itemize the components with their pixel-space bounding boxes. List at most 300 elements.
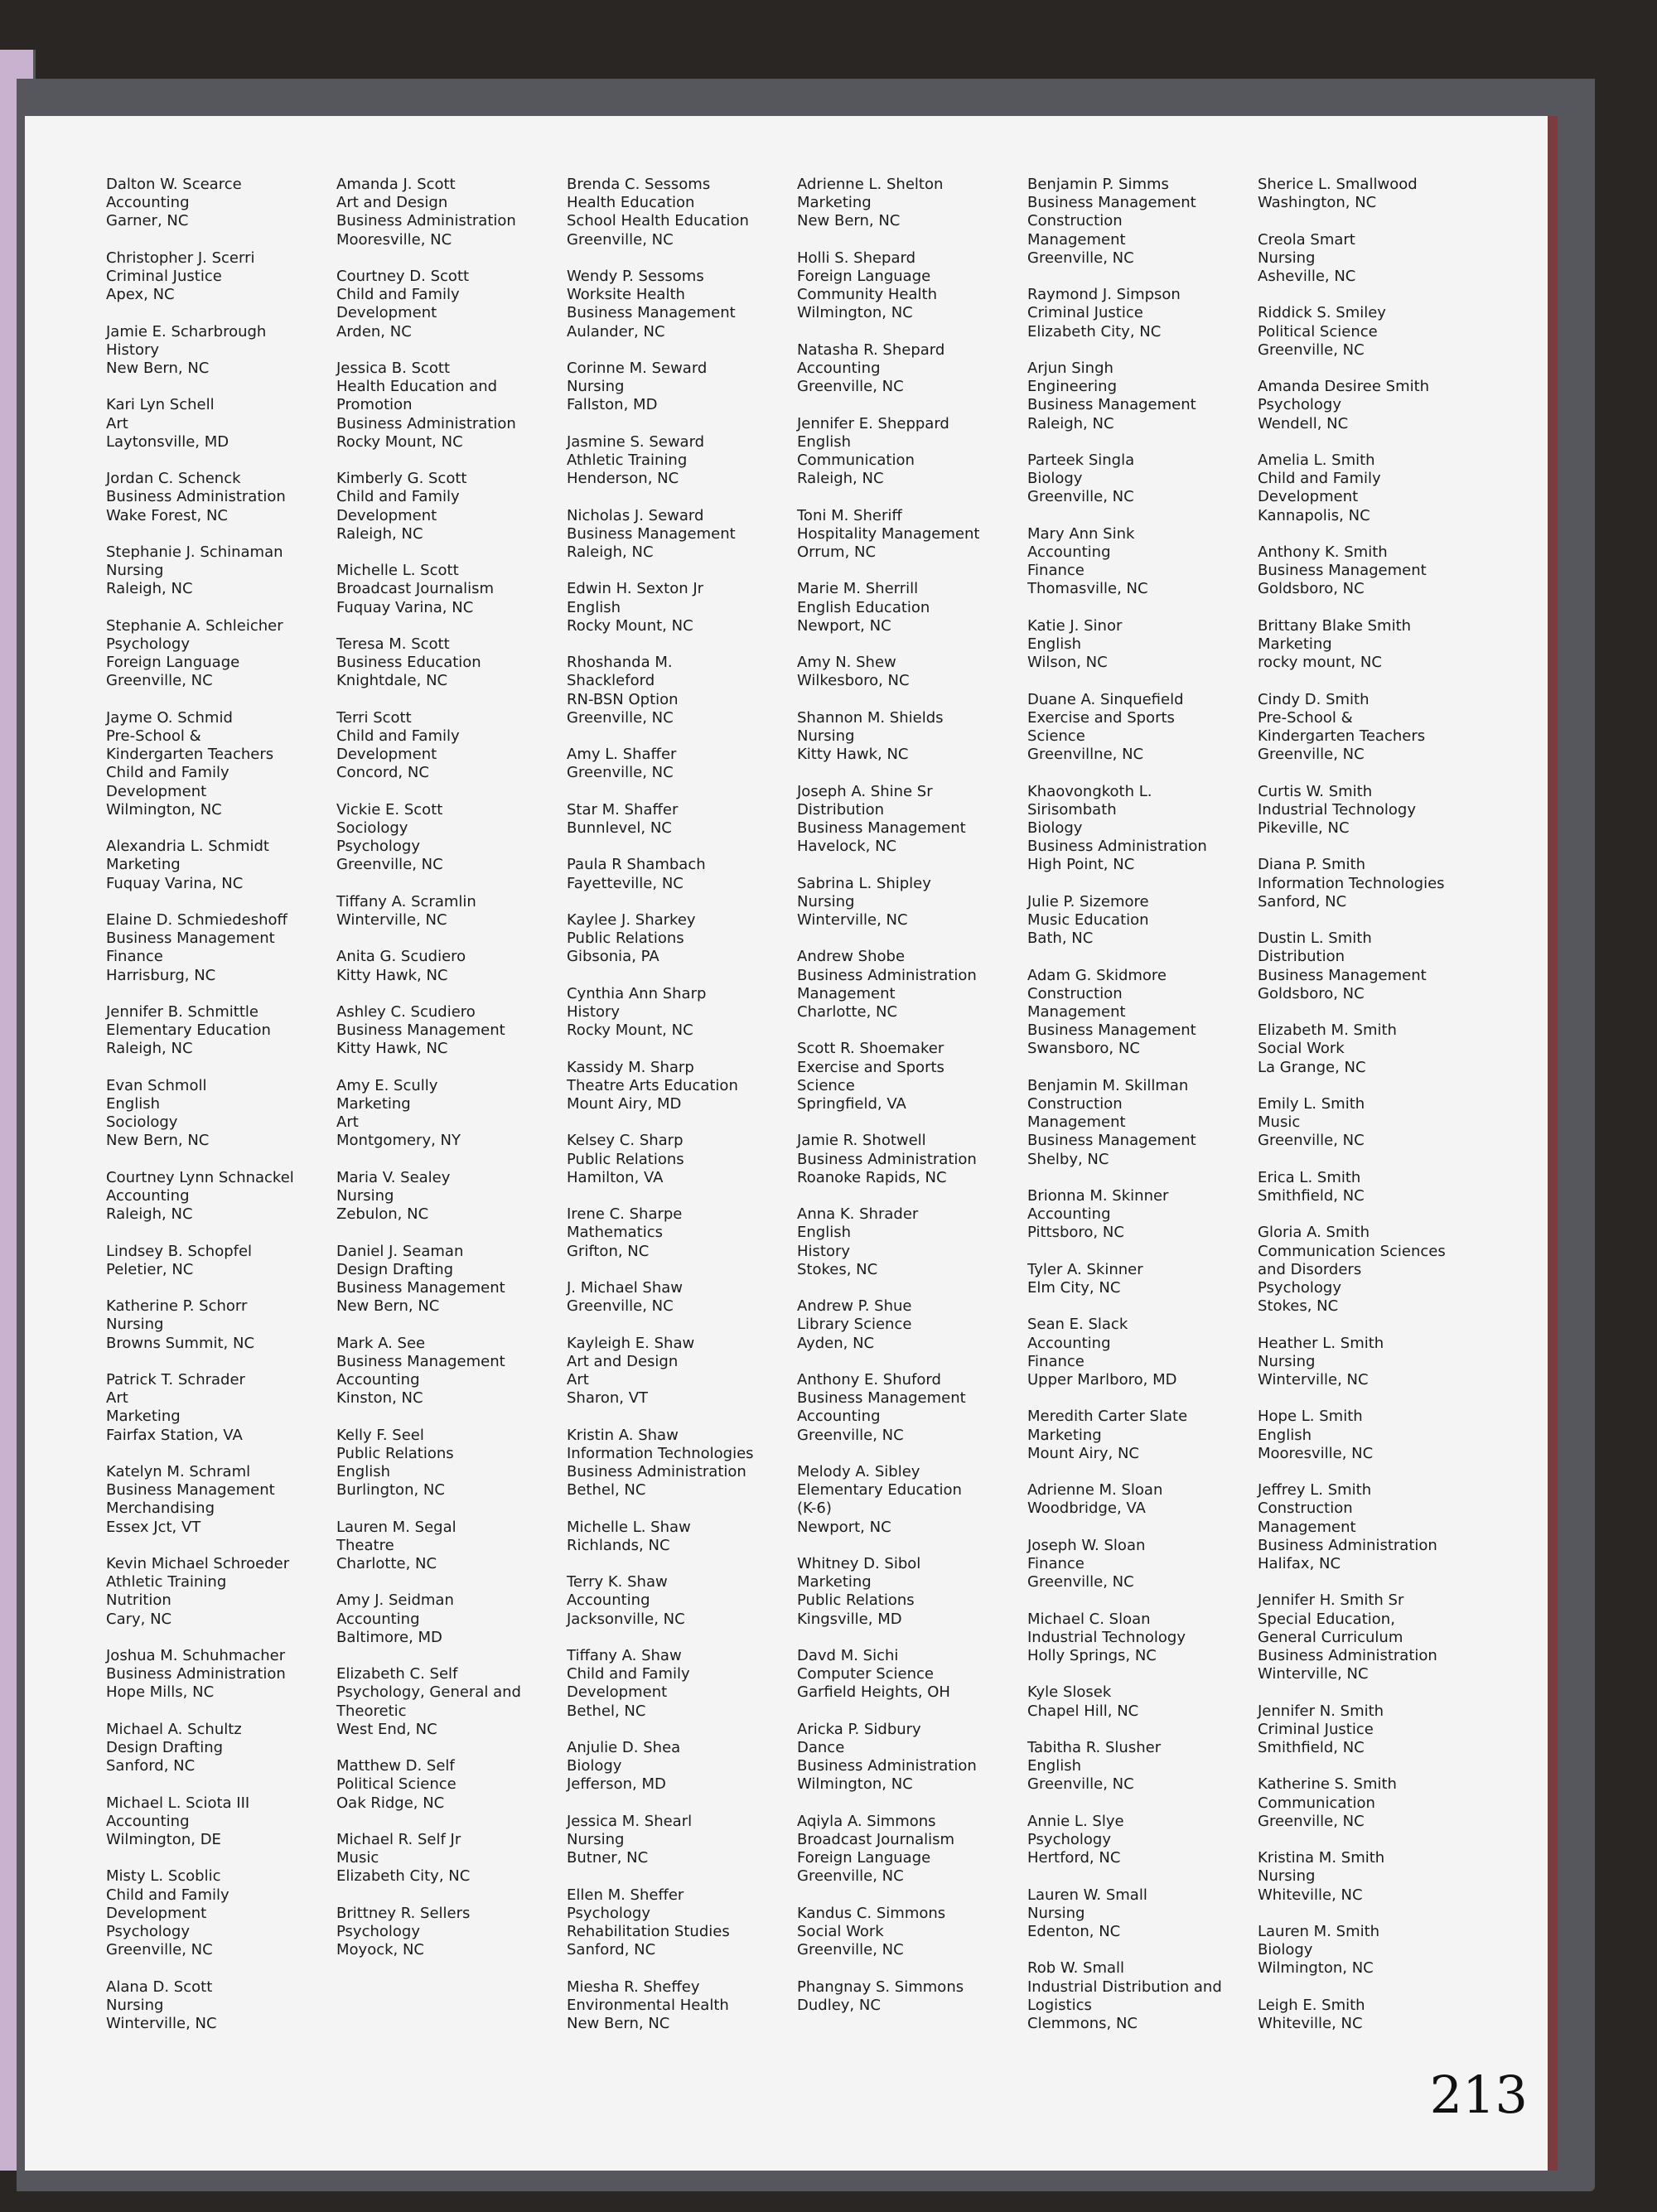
graduate-detail: Psychology bbox=[1258, 396, 1341, 414]
graduate-name: Miesha R. Sheffey bbox=[567, 1978, 700, 1996]
graduate-name: J. Michael Shaw bbox=[567, 1278, 684, 1297]
graduate-name: Joseph W. Sloan bbox=[1027, 1536, 1146, 1554]
graduate-name: Edwin H. Sexton Jr bbox=[567, 580, 704, 598]
graduate-detail: Criminal Justice bbox=[1258, 1720, 1374, 1738]
graduate-detail: Biology bbox=[1027, 470, 1083, 488]
graduate-entry bbox=[336, 1077, 567, 1151]
graduate-detail: Theatre Arts Education bbox=[567, 1076, 738, 1094]
graduate-entry bbox=[797, 1040, 1027, 1113]
graduate-detail: Communication bbox=[1258, 1794, 1375, 1812]
graduate-detail: Kindergarten Teachers bbox=[106, 746, 274, 764]
graduate-name: Paula R Shambach bbox=[567, 856, 706, 874]
graduate-detail: New Bern, NC bbox=[567, 2014, 670, 2032]
graduate-name: Katherine S. Smith bbox=[1258, 1775, 1397, 1794]
graduate-detail: English bbox=[567, 598, 621, 616]
graduate-name: Shannon M. Shields bbox=[797, 708, 944, 727]
graduate-detail: Child and Family bbox=[336, 286, 460, 304]
listing-column bbox=[106, 176, 336, 2051]
graduate-entry bbox=[1258, 1702, 1488, 1758]
graduate-entry bbox=[567, 1647, 797, 1721]
graduate-detail: Upper Marlboro, MD bbox=[1027, 1371, 1177, 1389]
graduate-name: Jasmine S. Seward bbox=[567, 432, 705, 451]
graduate-name: Amy L. Shaffer bbox=[567, 746, 677, 764]
graduate-detail: Exercise and Sports bbox=[1027, 708, 1175, 727]
graduate-detail: Ayden, NC bbox=[797, 1334, 875, 1352]
graduate-name: Nicholas J. Seward bbox=[567, 506, 704, 524]
graduate-detail: Rocky Mount, NC bbox=[336, 432, 463, 451]
graduate-name: Dalton W. Scearce bbox=[106, 176, 242, 193]
graduate-detail: Child and Family bbox=[1258, 470, 1381, 488]
graduate-detail: English Education bbox=[797, 598, 930, 616]
graduate-detail: Smithfield, NC bbox=[1258, 1186, 1365, 1205]
graduate-entry bbox=[797, 1463, 1027, 1537]
graduate-entry bbox=[1027, 525, 1258, 599]
graduate-entry bbox=[567, 1978, 797, 2034]
graduate-name: Elaine D. Schmiedeshoff bbox=[106, 910, 287, 929]
graduate-detail: Rehabilitation Studies bbox=[567, 1922, 730, 1940]
graduate-detail: Hamilton, VA bbox=[567, 1168, 664, 1186]
graduate-detail: Richlands, NC bbox=[567, 1536, 670, 1554]
graduate-name: Creola Smart bbox=[1258, 230, 1355, 249]
graduate-name: Benjamin M. Skillman bbox=[1027, 1076, 1189, 1094]
graduate-detail: Sanford, NC bbox=[106, 1757, 196, 1775]
graduate-entry bbox=[336, 360, 567, 452]
graduate-detail: Design Drafting bbox=[106, 1738, 224, 1756]
graduate-detail: Business Administration bbox=[336, 414, 516, 432]
graduate-detail: Business Management bbox=[106, 930, 275, 948]
graduate-detail: High Point, NC bbox=[1027, 856, 1135, 874]
graduate-entry bbox=[1258, 617, 1488, 673]
graduate-entry bbox=[1027, 1959, 1258, 2033]
graduate-detail: Engineering bbox=[1027, 378, 1117, 396]
graduate-name: Cindy D. Smith bbox=[1258, 690, 1370, 708]
page-number: 213 bbox=[1429, 2065, 1528, 2125]
graduate-detail: Wake Forest, NC bbox=[106, 506, 228, 524]
graduate-detail: Wilmington, NC bbox=[106, 800, 222, 819]
graduate-detail: Music bbox=[336, 1849, 379, 1867]
graduate-name: Wendy P. Sessoms bbox=[567, 268, 704, 285]
graduate-detail: Whiteville, NC bbox=[1258, 2014, 1363, 2032]
graduate-detail: Business Management bbox=[336, 1278, 505, 1297]
graduate-detail: Newport, NC bbox=[797, 616, 891, 635]
graduate-entry bbox=[336, 948, 567, 984]
graduate-detail: Baltimore, MD bbox=[336, 1628, 442, 1646]
graduate-entry bbox=[106, 543, 336, 599]
graduate-detail: Stokes, NC bbox=[797, 1260, 878, 1278]
graduate-entry bbox=[1027, 1481, 1258, 1518]
graduate-detail: Greenville, NC bbox=[336, 856, 443, 874]
graduate-detail: Industrial Distribution and bbox=[1027, 1978, 1222, 1996]
graduate-entry bbox=[106, 1297, 336, 1353]
graduate-detail: Nursing bbox=[106, 1996, 164, 2014]
graduate-detail: Greenville, NC bbox=[797, 378, 904, 396]
graduate-detail: Distribution bbox=[797, 800, 885, 819]
graduate-detail: Promotion bbox=[336, 396, 413, 414]
graduate-name: Elizabeth C. Self bbox=[336, 1665, 458, 1683]
graduate-detail: Finance bbox=[106, 948, 163, 966]
graduate-detail: Mount Airy, MD bbox=[567, 1094, 682, 1113]
graduate-detail: English bbox=[336, 1462, 390, 1480]
graduate-detail: Biology bbox=[1027, 819, 1083, 837]
graduate-detail: Information Technologies bbox=[1258, 874, 1445, 892]
graduate-detail: Art bbox=[567, 1370, 589, 1389]
graduate-entry bbox=[106, 1721, 336, 1776]
graduate-detail: Athletic Training bbox=[567, 452, 688, 469]
graduate-detail: Business Administration bbox=[1258, 1646, 1437, 1664]
graduate-entry bbox=[336, 1905, 567, 1960]
graduate-detail: Mount Airy, NC bbox=[1027, 1444, 1139, 1462]
graduate-detail: Bethel, NC bbox=[567, 1481, 646, 1500]
graduate-detail: Theoretic bbox=[336, 1702, 407, 1720]
graduate-entry bbox=[567, 911, 797, 967]
graduate-detail: Greenville, NC bbox=[106, 672, 213, 690]
graduate-detail: Finance bbox=[1027, 1554, 1085, 1572]
graduate-name: Julie P. Sizemore bbox=[1027, 892, 1149, 910]
graduate-name: Kelly F. Seel bbox=[336, 1426, 424, 1444]
graduate-entry bbox=[797, 1978, 1027, 2015]
graduate-detail: Sanford, NC bbox=[567, 1941, 656, 1959]
graduate-name: Adrienne L. Shelton bbox=[797, 176, 944, 193]
graduate-detail: Psychology bbox=[106, 635, 190, 653]
graduate-name: Lauren M. Segal bbox=[336, 1518, 457, 1536]
graduate-entry bbox=[1258, 930, 1488, 1003]
graduate-detail: Fuquay Varina, NC bbox=[336, 598, 474, 616]
graduate-detail: Nursing bbox=[797, 892, 855, 910]
graduate-detail: Concord, NC bbox=[336, 764, 429, 782]
graduate-detail: Business Management bbox=[1027, 1132, 1196, 1150]
graduate-detail: Exercise and Sports bbox=[797, 1058, 944, 1076]
graduate-entry bbox=[567, 580, 797, 635]
graduate-detail: Social Work bbox=[797, 1922, 884, 1940]
graduate-detail: Nursing bbox=[1258, 1352, 1316, 1370]
graduate-detail: Burlington, NC bbox=[336, 1481, 445, 1500]
graduate-detail: Marketing bbox=[106, 856, 181, 874]
graduate-name: Michael A. Schultz bbox=[106, 1720, 242, 1738]
graduate-name: Michael L. Sciota III bbox=[106, 1794, 250, 1812]
graduate-entry bbox=[106, 911, 336, 985]
graduate-detail: Kingsville, MD bbox=[797, 1610, 902, 1628]
graduate-entry bbox=[1258, 231, 1488, 287]
graduate-detail: Hertford, NC bbox=[1027, 1849, 1121, 1867]
graduate-detail: Winterville, NC bbox=[1258, 1370, 1369, 1389]
graduate-name: Jamie R. Shotwell bbox=[797, 1132, 926, 1150]
graduate-detail: New Bern, NC bbox=[797, 212, 901, 230]
graduate-name: Maria V. Sealey bbox=[336, 1168, 451, 1186]
graduate-detail: Greenville, NC bbox=[106, 1941, 213, 1959]
graduate-detail: Nursing bbox=[106, 562, 164, 580]
graduate-entry bbox=[1027, 691, 1258, 765]
graduate-entry bbox=[797, 875, 1027, 930]
graduate-detail: Accounting bbox=[1027, 1205, 1111, 1224]
graduate-entry bbox=[1258, 1775, 1488, 1831]
graduate-name: Stephanie A. Schleicher bbox=[106, 616, 283, 635]
graduate-entry bbox=[106, 1555, 336, 1629]
graduate-name: Jordan C. Schenck bbox=[106, 470, 241, 488]
graduate-name: Anthony E. Shuford bbox=[797, 1370, 941, 1389]
graduate-detail: Sociology bbox=[336, 819, 408, 837]
graduate-detail: Business Administration bbox=[797, 1150, 977, 1168]
graduate-entry bbox=[1027, 286, 1258, 341]
graduate-detail: Raleigh, NC bbox=[106, 580, 193, 598]
graduate-entry bbox=[1027, 1813, 1258, 1868]
graduate-detail: English bbox=[797, 1224, 851, 1242]
graduate-name: Kristin A. Shaw bbox=[567, 1426, 679, 1444]
graduate-detail: Business Administration bbox=[567, 1462, 746, 1480]
graduate-entry bbox=[106, 396, 336, 452]
graduate-detail: Development bbox=[336, 746, 437, 764]
graduate-detail: Winterville, NC bbox=[797, 910, 908, 929]
graduate-detail: Woodbridge, VA bbox=[1027, 1500, 1146, 1518]
graduate-name: Jennifer H. Smith Sr bbox=[1258, 1591, 1404, 1610]
graduate-entry bbox=[1258, 176, 1488, 212]
graduate-listing bbox=[106, 176, 1481, 2051]
graduate-entry bbox=[106, 1243, 336, 1279]
graduate-entry bbox=[567, 1335, 797, 1408]
graduate-detail: Business Management bbox=[1027, 396, 1196, 414]
graduate-entry bbox=[797, 176, 1027, 231]
graduate-detail: Art bbox=[106, 1389, 128, 1408]
graduate-detail: New Bern, NC bbox=[336, 1297, 440, 1316]
graduate-entry bbox=[1258, 1021, 1488, 1077]
graduate-entry bbox=[567, 1573, 797, 1629]
graduate-entry bbox=[1258, 1095, 1488, 1151]
graduate-detail: rocky mount, NC bbox=[1258, 654, 1382, 672]
graduate-name: Alana D. Scott bbox=[106, 1978, 213, 1996]
graduate-detail: Dance bbox=[797, 1738, 845, 1756]
graduate-detail: Music Education bbox=[1027, 911, 1149, 929]
graduate-detail: Community Health bbox=[797, 286, 938, 304]
graduate-detail: Construction bbox=[1258, 1500, 1353, 1518]
graduate-detail: Sanford, NC bbox=[1258, 892, 1347, 910]
listing-column bbox=[1258, 176, 1488, 2051]
graduate-entry bbox=[1258, 452, 1488, 525]
graduate-detail: Psychology bbox=[1027, 1830, 1111, 1848]
graduate-detail: Raleigh, NC bbox=[797, 470, 884, 488]
graduate-detail: Pre-School & bbox=[106, 727, 201, 745]
graduate-detail: Smithfield, NC bbox=[1258, 1738, 1365, 1756]
graduate-detail: General Curriculum bbox=[1258, 1628, 1403, 1646]
graduate-name: Misty L. Scoblic bbox=[106, 1867, 221, 1886]
graduate-name: Phangnay S. Simmons bbox=[797, 1978, 964, 1996]
graduate-detail: Art bbox=[336, 1113, 359, 1132]
graduate-detail: Business Administration bbox=[797, 966, 977, 984]
graduate-detail: Business Administration bbox=[336, 212, 516, 230]
graduate-detail: Wilmington, NC bbox=[797, 1775, 913, 1794]
graduate-entry bbox=[797, 507, 1027, 563]
graduate-detail: Marketing bbox=[797, 194, 872, 212]
graduate-detail: Child and Family bbox=[106, 1886, 229, 1904]
graduate-name: Jennifer B. Schmittle bbox=[106, 1002, 258, 1021]
graduate-detail: Greenville, NC bbox=[1027, 1775, 1134, 1794]
graduate-entry bbox=[797, 1205, 1027, 1279]
graduate-name: Anthony K. Smith bbox=[1258, 543, 1388, 561]
graduate-detail: Child and Family bbox=[336, 727, 460, 745]
graduate-entry bbox=[1027, 617, 1258, 673]
graduate-name: Aricka P. Sidbury bbox=[797, 1720, 921, 1738]
graduate-detail: West End, NC bbox=[336, 1720, 437, 1738]
graduate-name: Natasha R. Shepard bbox=[797, 340, 945, 359]
graduate-name: Corinne M. Seward bbox=[567, 360, 708, 377]
graduate-detail: Essex Jct, VT bbox=[106, 1518, 201, 1536]
graduate-detail: Accounting bbox=[336, 1370, 420, 1389]
graduate-detail: School Health Education bbox=[567, 212, 749, 230]
graduate-detail: Management bbox=[1027, 1003, 1126, 1021]
graduate-entry bbox=[797, 580, 1027, 635]
graduate-name: Elizabeth M. Smith bbox=[1258, 1021, 1397, 1040]
graduate-entry bbox=[1027, 452, 1258, 507]
graduate-entry bbox=[336, 268, 567, 341]
graduate-detail: Construction bbox=[1027, 1095, 1123, 1113]
listing-column bbox=[567, 176, 797, 2051]
graduate-detail: Newport, NC bbox=[797, 1518, 891, 1536]
graduate-name: Andrew Shobe bbox=[797, 948, 906, 966]
graduate-entry bbox=[1027, 783, 1258, 875]
graduate-entry bbox=[106, 1794, 336, 1850]
graduate-detail: History bbox=[797, 1242, 851, 1260]
graduate-detail: Criminal Justice bbox=[106, 268, 222, 285]
graduate-detail: Business Management bbox=[336, 1352, 505, 1370]
graduate-detail: Business Administration bbox=[106, 1665, 286, 1683]
graduate-detail: Raleigh, NC bbox=[106, 1205, 193, 1224]
graduate-entry bbox=[1027, 1077, 1258, 1169]
graduate-detail: Greenville, NC bbox=[797, 1941, 904, 1959]
graduate-name: Lauren W. Small bbox=[1027, 1886, 1147, 1904]
graduate-name: Jeffrey L. Smith bbox=[1258, 1481, 1372, 1500]
graduate-entry bbox=[106, 1463, 336, 1537]
graduate-name: Amy E. Scully bbox=[336, 1076, 438, 1094]
graduate-name: Matthew D. Self bbox=[336, 1757, 455, 1775]
graduate-entry bbox=[1027, 1683, 1258, 1720]
graduate-detail: Hope Mills, NC bbox=[106, 1683, 215, 1702]
graduate-detail: Art and Design bbox=[336, 194, 448, 212]
graduate-detail: Winterville, NC bbox=[336, 911, 447, 929]
graduate-entry bbox=[1258, 378, 1488, 433]
graduate-name: Stephanie J. Schinaman bbox=[106, 543, 283, 561]
graduate-detail: Butner, NC bbox=[567, 1849, 649, 1867]
graduate-detail: Springfield, VA bbox=[797, 1094, 906, 1113]
graduate-detail: English bbox=[1027, 1757, 1081, 1775]
graduate-entry bbox=[106, 1003, 336, 1059]
graduate-detail: Wilkesboro, NC bbox=[797, 672, 910, 690]
graduate-entry bbox=[1258, 1408, 1488, 1463]
graduate-entry bbox=[1027, 1739, 1258, 1794]
graduate-detail: Arden, NC bbox=[336, 322, 412, 340]
graduate-detail: Accounting bbox=[106, 1186, 190, 1205]
graduate-detail: Cary, NC bbox=[106, 1610, 172, 1628]
graduate-entry bbox=[1027, 176, 1258, 268]
graduate-name: Andrew P. Shue bbox=[797, 1297, 912, 1316]
graduate-detail: Edenton, NC bbox=[1027, 1922, 1121, 1940]
graduate-entry bbox=[1258, 1997, 1488, 2033]
graduate-detail: Greenville, NC bbox=[567, 764, 674, 782]
graduate-entry bbox=[1258, 1849, 1488, 1905]
graduate-entry bbox=[106, 1647, 336, 1702]
graduate-name: Katherine P. Schorr bbox=[106, 1297, 248, 1316]
graduate-detail: Special Education, bbox=[1258, 1610, 1395, 1628]
graduate-entry bbox=[106, 709, 336, 819]
graduate-detail: Hospitality Management bbox=[797, 524, 980, 543]
graduate-entry bbox=[1258, 1335, 1488, 1390]
graduate-detail: Psychology bbox=[336, 838, 420, 856]
graduate-detail: Kinston, NC bbox=[336, 1389, 423, 1408]
graduate-entry bbox=[567, 801, 797, 838]
graduate-detail: Development bbox=[336, 506, 437, 524]
graduate-entry bbox=[567, 360, 797, 415]
graduate-detail: Mooresville, NC bbox=[1258, 1444, 1374, 1462]
graduate-entry bbox=[1258, 783, 1488, 838]
graduate-entry bbox=[336, 1003, 567, 1059]
graduate-detail: Bunnlevel, NC bbox=[567, 819, 672, 837]
graduate-detail: Political Science bbox=[336, 1775, 457, 1794]
graduate-detail: Knightdale, NC bbox=[336, 672, 448, 690]
graduate-detail: Laytonsville, MD bbox=[106, 432, 229, 451]
graduate-name: Rob W. Small bbox=[1027, 1959, 1125, 1978]
graduate-detail: Child and Family bbox=[106, 764, 229, 782]
graduate-entry bbox=[106, 838, 336, 893]
graduate-entry bbox=[797, 1813, 1027, 1886]
graduate-detail: Library Science bbox=[797, 1316, 912, 1334]
graduate-detail: Rocky Mount, NC bbox=[567, 1021, 693, 1040]
graduate-detail: Foreign Language bbox=[106, 654, 240, 672]
graduate-detail: Winterville, NC bbox=[1258, 1665, 1369, 1683]
graduate-detail: Grifton, NC bbox=[567, 1242, 650, 1260]
graduate-name: Scott R. Shoemaker bbox=[797, 1040, 944, 1058]
graduate-detail: Business Management bbox=[1027, 1021, 1196, 1040]
graduate-detail: Design Drafting bbox=[336, 1260, 454, 1278]
graduate-detail: Business Management bbox=[797, 1389, 966, 1408]
graduate-detail: Jefferson, MD bbox=[567, 1775, 666, 1794]
graduate-entry bbox=[1027, 1187, 1258, 1243]
graduate-entry bbox=[567, 1739, 797, 1794]
graduate-detail: English bbox=[1027, 635, 1081, 653]
graduate-entry bbox=[567, 433, 797, 489]
graduate-detail: Wilmington, NC bbox=[797, 304, 913, 322]
graduate-entry bbox=[797, 948, 1027, 1021]
graduate-detail: Nursing bbox=[797, 727, 855, 745]
graduate-detail: Moyock, NC bbox=[336, 1941, 425, 1959]
graduate-name: Katelyn M. Schraml bbox=[106, 1462, 251, 1480]
graduate-detail: Environmental Health bbox=[567, 1996, 729, 2014]
graduate-entry bbox=[336, 1591, 567, 1647]
graduate-detail: Zebulon, NC bbox=[336, 1205, 429, 1224]
graduate-detail: Kindergarten Teachers bbox=[1258, 727, 1426, 745]
graduate-detail: RN-BSN Option bbox=[567, 690, 679, 708]
graduate-entry bbox=[336, 176, 567, 249]
graduate-entry bbox=[336, 709, 567, 783]
graduate-name: Sherice L. Smallwood bbox=[1258, 176, 1418, 193]
graduate-detail: Sirisombath bbox=[1027, 800, 1117, 819]
graduate-detail: English bbox=[797, 432, 851, 451]
graduate-detail: Whiteville, NC bbox=[1258, 1886, 1363, 1904]
graduate-detail: (K-6) bbox=[797, 1500, 832, 1518]
graduate-name: Arjun Singh bbox=[1027, 360, 1114, 377]
graduate-name: Joshua M. Schuhmacher bbox=[106, 1646, 286, 1664]
graduate-name: Katie J. Sinor bbox=[1027, 616, 1123, 635]
graduate-name: Gloria A. Smith bbox=[1258, 1224, 1370, 1242]
graduate-detail: Wilmington, DE bbox=[106, 1830, 221, 1848]
graduate-name: Tiffany A. Scramlin bbox=[336, 892, 476, 910]
graduate-detail: Orrum, NC bbox=[797, 543, 877, 561]
listing-column bbox=[336, 176, 567, 2051]
graduate-detail: Business Management bbox=[797, 819, 966, 837]
graduate-entry bbox=[1258, 543, 1488, 599]
graduate-detail: Music bbox=[1258, 1113, 1301, 1132]
graduate-detail: Fallston, MD bbox=[567, 396, 658, 414]
graduate-entry bbox=[567, 746, 797, 782]
graduate-detail: La Grange, NC bbox=[1258, 1058, 1366, 1076]
graduate-name: Michael C. Sloan bbox=[1027, 1610, 1151, 1628]
graduate-detail: Business Management bbox=[567, 524, 736, 543]
